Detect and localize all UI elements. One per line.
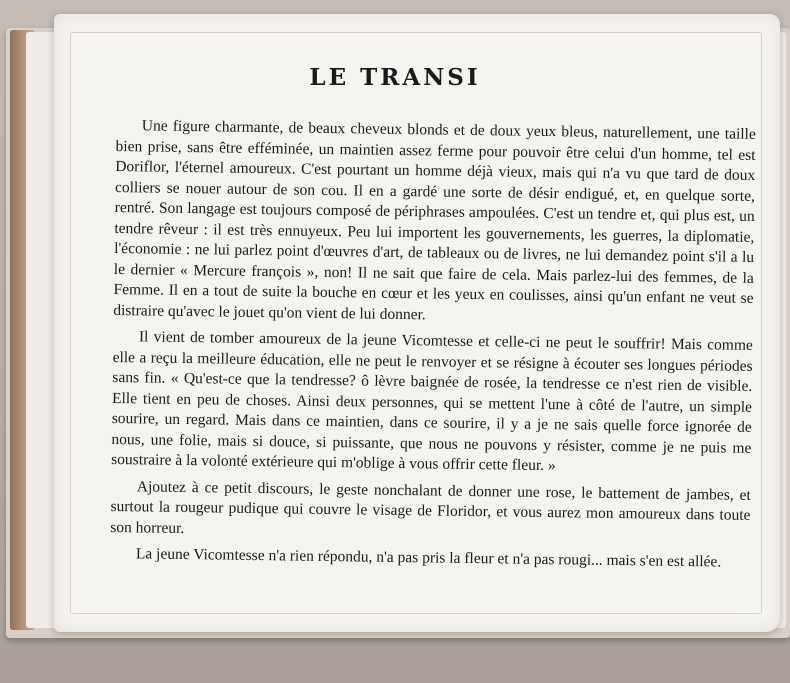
paragraph-4: La jeune Vicomtesse n'a rien répondu, n'a pas pris la fleur et n'a pas rougi... mais s'en est allée. <box>135 545 722 571</box>
body-text <box>110 116 756 579</box>
paragraph-3: Ajoutez à ce petit discours, le geste nonchalant de donner une rose, le battement de jambes, et surtout la rougeur pudique qui couvre le visage de Floridor, et vous aurez mon amoureux dans toute son horreur. <box>110 477 751 537</box>
paragraph-1: Une figure charmante, de beaux cheveux blonds et de doux yeux bleus, naturellement, une taille bien prise, sans être efféminée, un maintien assez ferme pour pouvoir être celui d'un homme, tel est Doriflor, l'éternel amoureux. C'est pourtant un homme déjà vieux, mais qui n'a vu que tard de doux colliers se nouer autour de son cou. Il en a gardé une sorte de désir endigué, et, en quelque sorte, rentré. Son langage est toujours composé de périphrases ampoulées. C'est un tendre et, qui plus est, un tendre rêveur : il est très ennuyeux. Peu lui importent les gouvernements, les guerres, la diplomatie, l'économie : ne lui parlez point d'œuvres d'art, de tableaux ou de livres, ne lui demandez point s'il a lu le dernier « Mercure françois », non! Il ne sait que faire de cela. Mais parlez-lui des femmes, de la Femme. Il en a tout de suite la bouche en cœur et les yeux en coulisses, ainsi qu'un enfant ne veut se distraire qu'avec le jouet qu'on vient de lui donner. <box>113 117 756 323</box>
page-title: LE TRANSI <box>309 64 481 91</box>
paragraph-2: Il vient de tomber amoureux de la jeune Vicomtesse et celle-ci ne peut le souffrir! Mais comme elle a reçu la meilleure éducation, elle ne peut le renvoyer et se résigne à écouter ses longues périodes sans fin. « Qu'est-ce que la tendresse? ô lèvre baignée de rosée, la tendresse ce n'est rien de visible. Elle tient en peu de choses. Ainsi deux personnes, qui se mettent l'une à côté de l'autre, un simple sourire, un regard. Mais dans ce maintien, dans ce sourire, il y a je ne sais quelle force ignorée de nous, une folie, mais si douce, si puissante, que nous ne pouvons y résister, comme je ne puis me soustraire à la volonté extérieure qui m'oblige à vous offrir cette fleur. » <box>111 328 753 475</box>
